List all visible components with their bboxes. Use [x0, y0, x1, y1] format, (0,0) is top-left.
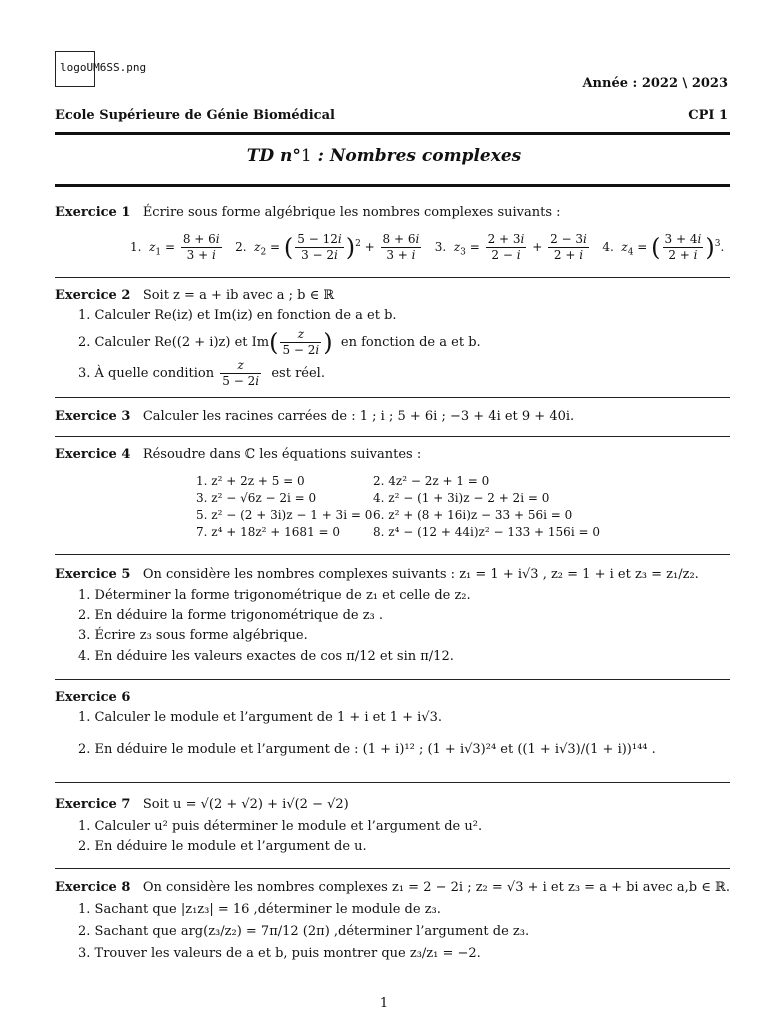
ex4-equation: 8. z⁴ − (12 + 44i)z² − 133 + 156i = 0 — [373, 525, 600, 539]
divider — [55, 277, 730, 278]
school-name: Ecole Supérieure de Génie Biomédical — [55, 108, 335, 123]
ex5-item: 1. Déterminer la forme trigonométrique de z₁ et celle de z₂. — [78, 588, 471, 603]
ex4-equation: 6. z² + (8 + 16i)z − 33 + 56i = 0 — [373, 508, 573, 522]
divider — [55, 554, 730, 555]
ex1-expressions: 1. $z_1$ = $\frac{8 + 6i}{3 + i}$ 2. $z_2$ = ( $\frac{5 - 12i}{3 - 2i}$ )$^2$ + $\frac{8 + 6i}{3 + i}$ 3. $z_3$ = $\frac{2 + 3i}{2 - i}$ + $\frac{2 - 3i}{2 + i}$ 4. $z_4$ = ( $\frac{3 + 4i}{2 + i}$ )$^3$. — [130, 232, 725, 262]
ex7-statement: Exercice 7 Soit u = √(2 + √2) + i√(2 − √2) — [55, 797, 349, 812]
divider — [55, 397, 730, 398]
ex7-item: 2. En déduire le module et l’argument de u. — [78, 839, 367, 854]
ex7-item: 1. Calculer u² puis déterminer le module et l’argument de u². — [78, 819, 483, 834]
ex4-equation: 4. z² − (1 + 3i)z − 2 + 2i = 0 — [373, 491, 550, 505]
ex2-question-2: 2. Calculer Re((2 + i)z) et Im( $\frac{z}{5 - 2i}$ ) en fonction de a et b. — [78, 327, 481, 357]
page-number: 1 — [379, 996, 389, 1011]
ex5-item: 4. En déduire les valeurs exactes de cos π/12 et sin π/12. — [78, 649, 454, 664]
divider — [55, 782, 730, 783]
ex3-statement: Exercice 3 Calculer les racines carrées de : 1 ; i ; 5 + 6i ; −3 + 4i et 9 + 40i. — [55, 409, 575, 424]
ex8-statement: Exercice 8 On considère les nombres complexes z₁ = 2 − 2i ; z₂ = √3 + i et z₃ = a + bi avec a,b ∈ ℝ. — [55, 880, 730, 895]
divider — [55, 868, 730, 869]
ex6-label: Exercice 6 — [55, 690, 131, 705]
ex4-equation: 2. 4z² − 2z + 1 = 0 — [373, 474, 490, 488]
title-rule — [55, 184, 730, 187]
ex5-item: 2. En déduire la forme trigonométrique de z₃ . — [78, 608, 384, 623]
page-title: TD n°1 : Nombres complexes — [246, 146, 522, 166]
class-label: CPI 1 — [688, 108, 728, 123]
ex2-statement: Exercice 2 Soit z = a + ib avec a ; b ∈ ℝ — [55, 288, 335, 303]
divider — [55, 436, 730, 437]
top-rule — [55, 132, 730, 135]
divider — [55, 679, 730, 680]
ex4-statement: Exercice 4 Résoudre dans ℂ les équations suivantes : — [55, 447, 422, 462]
academic-year: Année : 2022 \ 2023 — [582, 76, 728, 91]
ex8-item: 3. Trouver les valeurs de a et b, puis montrer que z₃/z₁ = −2. — [78, 946, 481, 961]
ex6-question-1: 1. Calculer le module et l’argument de 1 + i et 1 + i√3. — [78, 710, 442, 725]
ex4-equation: 5. z² − (2 + 3i)z − 1 + 3i = 0 — [196, 508, 373, 522]
ex5-item: 3. Écrire z₃ sous forme algébrique. — [78, 628, 308, 643]
ex8-item: 2. Sachant que arg(z₃/z₂) = 7π/12 (2π) ,déterminer l’argument de z₃. — [78, 924, 530, 939]
ex4-equation: 1. z² + 2z + 5 = 0 — [196, 474, 305, 488]
ex2-question-3: 3. À quelle condition $\frac{z}{5 - 2i}$ est réel. — [78, 358, 325, 388]
ex8-item: 1. Sachant que |z₁z₃| = 16 ,déterminer le module de z₃. — [78, 902, 441, 917]
ex6-question-2: 2. En déduire le module et l’argument de : (1 + i)¹² ; (1 + i√3)²⁴ et ((1 + i√3)/(1 + i))¹⁴⁴ . — [78, 742, 656, 757]
ex1-statement: Exercice 1 Écrire sous forme algébrique les nombres complexes suivants : — [55, 205, 561, 220]
ex2-question-1: 1. Calculer Re(iz) et Im(iz) en fonction de a et b. — [78, 308, 397, 323]
logo-filename: logoUM6SS.png — [60, 61, 147, 74]
ex4-equation: 3. z² − √6z − 2i = 0 — [196, 491, 317, 505]
ex4-equation: 7. z⁴ + 18z² + 1681 = 0 — [196, 525, 341, 539]
ex5-statement: Exercice 5 On considère les nombres complexes suivants : z₁ = 1 + i√3 , z₂ = 1 + i et z₃ = z₁/z₂. — [55, 567, 699, 582]
